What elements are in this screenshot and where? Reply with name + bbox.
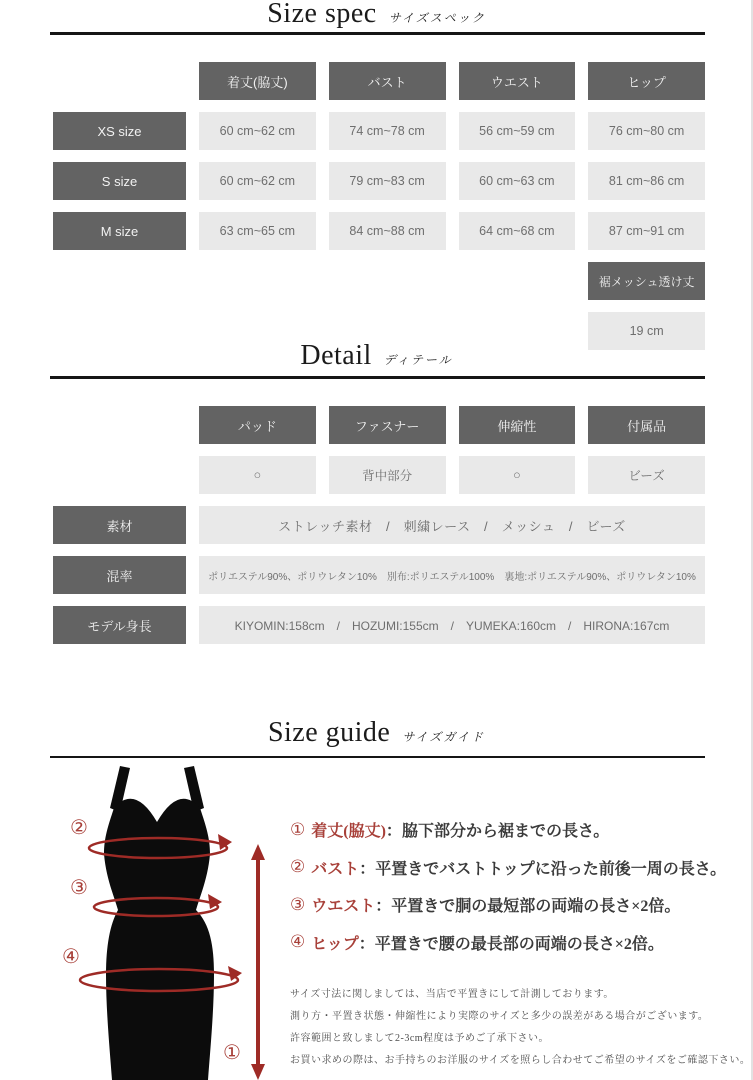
row-header-xs: XS size [53, 112, 186, 150]
length-marker: ① [223, 1042, 241, 1064]
xs-bust-value: 74 cm~78 cm [329, 112, 446, 150]
size-spec-table [53, 62, 705, 350]
waist-arrowhead-icon [208, 894, 222, 909]
hip-marker: ④ [62, 946, 80, 968]
note-line: サイズ寸法に関しましては、当店で平置きにして計測しております。 [290, 988, 614, 1000]
detail-title-ja: ディテール [383, 353, 453, 367]
guide-item-hip [290, 924, 726, 962]
pad-value: ○ [199, 456, 316, 494]
guide-item-separator: ： [385, 823, 402, 841]
guide-item-label: 着丈(脇丈) [311, 823, 386, 841]
guide-item-num: ① [290, 819, 306, 839]
waist-marker: ③ [70, 877, 88, 899]
hem-mesh-label: 裾メッシュ透け丈 [588, 262, 705, 300]
guide-item-desc: 平置きでバストトップに沿った前後一周の長さ。 [375, 860, 727, 878]
guide-item-num: ③ [290, 894, 306, 914]
col-header-stretch: 伸縮性 [459, 406, 576, 444]
col-header-waist: ウエスト [459, 62, 576, 100]
col-header-accessory: 付属品 [588, 406, 705, 444]
spacer-cell [53, 406, 186, 444]
detail-divider [50, 376, 705, 379]
col-header-bust: バスト [329, 62, 446, 100]
row-header-model-height: モデル身長 [53, 606, 186, 644]
guide-item-num: ② [290, 857, 306, 877]
m-waist-value: 64 cm~68 cm [459, 212, 576, 250]
accessory-value: ビーズ [588, 456, 705, 494]
measurement-notes [290, 981, 750, 1069]
guide-item-label: ウエスト [311, 898, 376, 916]
row-header-s: S size [53, 162, 186, 200]
hip-arrowhead-icon [228, 966, 242, 981]
row-header-blend: 混率 [53, 556, 186, 594]
size-spec-title-ja: サイズスペック [388, 11, 486, 25]
xs-length-value: 60 cm~62 cm [199, 112, 316, 150]
s-hip-value: 81 cm~86 cm [588, 162, 705, 200]
guide-item-separator: ： [375, 898, 392, 916]
fastener-value: 背中部分 [329, 456, 446, 494]
m-bust-value: 84 cm~88 cm [329, 212, 446, 250]
guide-item-num: ④ [290, 932, 306, 952]
col-header-length: 着丈(脇丈) [199, 62, 316, 100]
stretch-value: ○ [459, 456, 576, 494]
guide-item-waist [290, 886, 726, 924]
spacer-cell [53, 456, 186, 494]
xs-waist-value: 56 cm~59 cm [459, 112, 576, 150]
model-height-value: KIYOMIN:158cm / HOZUMI:155cm / YUMEKA:160cm / HIRONA:167cm [199, 606, 705, 644]
size-guide-title-ja: サイズガイド [402, 730, 486, 744]
guide-item-separator: ： [359, 860, 376, 878]
bust-marker: ② [70, 817, 88, 839]
col-header-hip: ヒップ [588, 62, 705, 100]
size-guide-heading [0, 717, 753, 749]
guide-item-separator: ： [358, 935, 375, 953]
col-header-fastener: ファスナー [329, 406, 446, 444]
dress-measurement-diagram [50, 762, 270, 1080]
guide-item-desc: 平置きで腰の最長部の両端の長さ×2倍。 [374, 935, 664, 953]
s-waist-value: 60 cm~63 cm [459, 162, 576, 200]
s-bust-value: 79 cm~83 cm [329, 162, 446, 200]
row-header-material: 素材 [53, 506, 186, 544]
guide-item-length [290, 811, 726, 849]
guide-item-label: バスト [311, 860, 360, 878]
note-line: 許容範囲と致しまして2-3cm程度は予めご了承下さい。 [290, 1032, 550, 1044]
size-guide-title-en: Size guide [267, 717, 391, 748]
size-guide-divider [50, 756, 705, 758]
guide-item-desc: 脇下部分から裾までの長さ。 [401, 823, 610, 841]
length-arrow-top-icon [251, 844, 265, 860]
hem-mesh-value: 19 cm [588, 312, 705, 350]
detail-table [53, 406, 705, 644]
material-value: ストレッチ素材 / 刺繍レース / メッシュ / ビーズ [199, 506, 705, 544]
detail-title-en: Detail [300, 340, 372, 371]
m-length-value: 63 cm~65 cm [199, 212, 316, 250]
bust-arrowhead-icon [218, 834, 232, 850]
m-hip-value: 87 cm~91 cm [588, 212, 705, 250]
guide-item-bust [290, 849, 726, 887]
size-spec-title-en: Size spec [267, 0, 377, 29]
blend-value: ポリエステル90%、ポリウレタン10% 別布:ポリエステル100% 裏地:ポリエステル90%、ポリウレタン10% [199, 556, 705, 594]
xs-hip-value: 76 cm~80 cm [588, 112, 705, 150]
guide-item-label: ヒップ [311, 935, 359, 953]
col-header-pad: パッド [199, 406, 316, 444]
note-line: 測り方・平置き状態・伸縮性により実際のサイズと多少の誤差がある場合がございます。 [290, 1010, 709, 1022]
measurement-definitions [290, 811, 726, 961]
spacer-cell [53, 62, 186, 100]
row-header-m: M size [53, 212, 186, 250]
guide-item-desc: 平置きで胴の最短部の両端の長さ×2倍。 [391, 898, 681, 916]
note-line: お買い求めの際は、お手持ちのお洋服のサイズを照らし合わせてご希望のサイズをご確認下さい。 [290, 1054, 751, 1066]
length-arrow-bottom-icon [251, 1064, 265, 1080]
size-spec-heading [0, 0, 753, 30]
s-length-value: 60 cm~62 cm [199, 162, 316, 200]
size-spec-divider [50, 32, 705, 35]
detail-heading [0, 340, 753, 372]
